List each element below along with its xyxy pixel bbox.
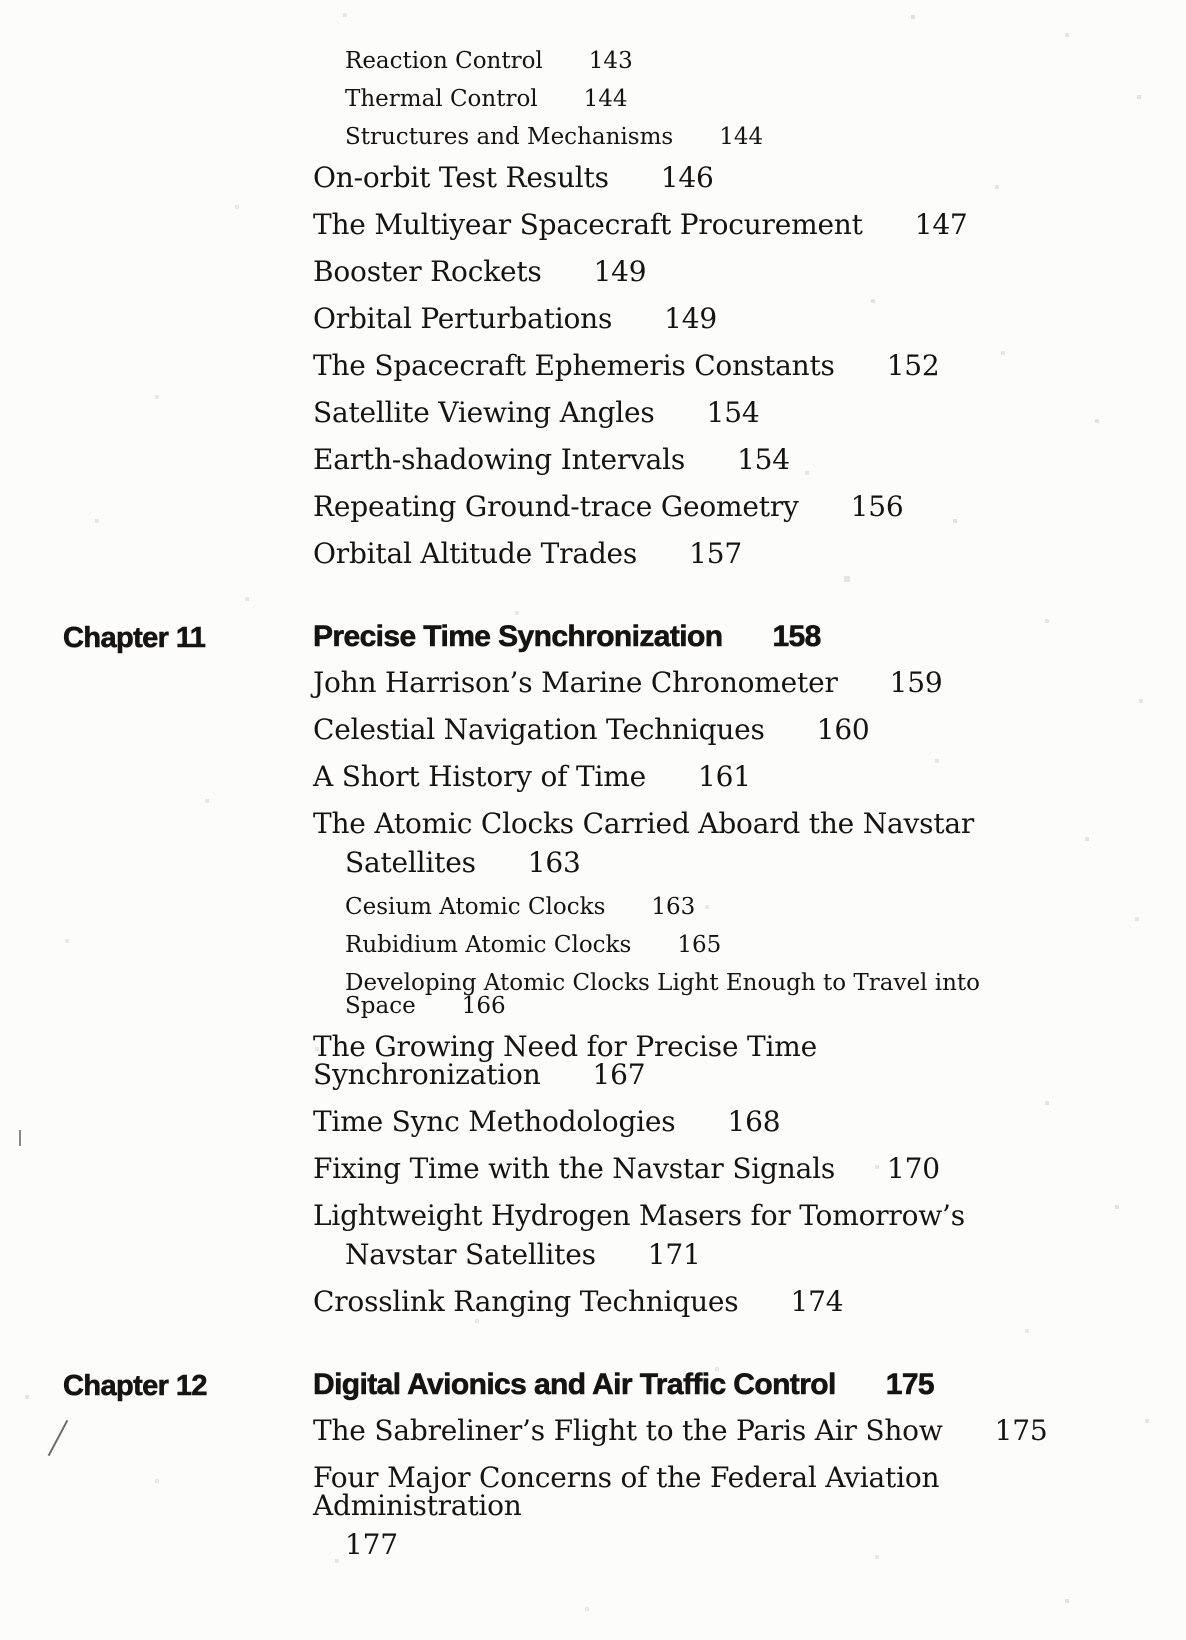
toc-entry <box>313 161 1146 194</box>
toc-entry-page: 163 <box>527 846 581 879</box>
toc-entry <box>313 1199 1146 1271</box>
chapter-label: Chapter 11 <box>63 622 206 654</box>
toc-entry <box>313 666 1146 699</box>
toc-entry <box>313 1461 1146 1561</box>
toc-entry-text: A Short History of Time <box>313 760 646 793</box>
toc-entry-text: Satellite Viewing Angles <box>313 396 655 429</box>
toc-entry-text: Crosslink Ranging Techniques <box>313 1285 739 1318</box>
toc-entry-text: Cesium Atomic Clocks <box>345 894 606 920</box>
toc-entry-text: Repeating Ground-trace Geometry <box>313 490 799 523</box>
chapter-page: 158 <box>772 620 821 653</box>
toc-entry <box>345 896 1146 919</box>
toc-entry-text: Rubidium Atomic Clocks <box>345 932 632 958</box>
toc-entry-text: Booster Rockets <box>313 255 542 288</box>
toc-entry <box>313 713 1146 746</box>
toc-entry <box>313 443 1146 476</box>
toc-entry-text: John Harrison’s Marine Chronometer <box>313 666 838 699</box>
toc-entry <box>345 972 1146 1018</box>
toc-entry-line1 <box>313 807 1146 840</box>
toc-entry-text: Time Sync Methodologies <box>313 1105 676 1138</box>
toc-entry-line1 <box>313 1461 1146 1522</box>
toc-entry <box>345 934 1146 957</box>
toc-entry-page: 149 <box>593 255 647 288</box>
toc-entry <box>313 255 1146 288</box>
toc-entry <box>313 349 1146 382</box>
toc-entry-text-continued: Satellites <box>345 846 476 879</box>
toc-entry <box>313 1030 1146 1091</box>
toc-entry <box>313 1414 1146 1447</box>
toc-entry-page: 163 <box>651 894 696 920</box>
toc-entry-text: Orbital Altitude Trades <box>313 537 638 570</box>
toc-entry <box>313 760 1146 793</box>
toc-entry <box>313 302 1146 335</box>
chapter-page: 175 <box>885 1368 934 1401</box>
toc-entry-page: 156 <box>850 490 904 523</box>
chapter-label: Chapter 12 <box>63 1370 207 1402</box>
chapter-heading <box>63 620 1146 654</box>
toc-entry-page: 167 <box>592 1058 646 1091</box>
toc-entry-text: The Spacecraft Ephemeris Constants <box>313 349 835 382</box>
toc-entry-page: 175 <box>994 1414 1048 1447</box>
toc-entry-text: The Sabreliner’s Flight to the Paris Air Show <box>313 1414 943 1447</box>
toc-entry-line2 <box>345 1238 1146 1271</box>
toc-entry-text: Fixing Time with the Navstar Signals <box>313 1152 836 1185</box>
toc-entry <box>345 126 1146 149</box>
toc-entry-page: 168 <box>727 1105 781 1138</box>
toc-entry-text: Earth-shadowing Intervals <box>313 443 686 476</box>
toc-entry-text: Thermal Control <box>345 86 538 112</box>
chapter-heading <box>63 1368 1146 1402</box>
toc-entry-text: Lightweight Hydrogen Masers for Tomorrow’s <box>313 1199 965 1232</box>
toc-entry-page: 159 <box>889 666 943 699</box>
scan-margin-tick-artifact <box>19 1130 21 1146</box>
toc-entry-line2 <box>345 846 1146 879</box>
toc-entry-page: 146 <box>660 161 714 194</box>
toc-entry-page: 154 <box>737 443 790 476</box>
toc-entry-page: 147 <box>914 208 968 241</box>
toc-entry-page: 144 <box>719 124 764 150</box>
toc-entry-text: Celestial Navigation Techniques <box>313 713 765 746</box>
scan-noise-speckles <box>0 0 2 2</box>
toc-entry <box>313 490 1146 523</box>
toc-entry <box>313 1152 1146 1185</box>
toc-entry <box>313 537 1146 570</box>
toc-entry-text-continued: Navstar Satellites <box>345 1238 596 1271</box>
toc-entry-text: The Multiyear Spacecraft Procurement <box>313 208 863 241</box>
toc-entry-page: 152 <box>886 349 940 382</box>
toc-entry-page: 154 <box>706 396 760 429</box>
toc-entry-line2 <box>345 1528 1146 1561</box>
toc-entry-page: 166 <box>461 993 506 1019</box>
toc-entry <box>313 208 1146 241</box>
toc-entry-text: The Atomic Clocks Carried Aboard the Navstar <box>313 807 975 840</box>
toc-entry-text: Structures and Mechanisms <box>345 124 674 150</box>
toc-entry-text: Four Major Concerns of the Federal Aviation Administration <box>313 1461 940 1522</box>
toc-entry-page: 174 <box>790 1285 844 1318</box>
toc-entry-text: On-orbit Test Results <box>313 161 609 194</box>
toc-entry-line1 <box>313 1199 1146 1232</box>
toc-entry-text: Orbital Perturbations <box>313 302 613 335</box>
toc-entry <box>313 396 1146 429</box>
toc-entry-page: 161 <box>697 760 751 793</box>
toc-entry-text: The Growing Need for Precise Time Synchronization <box>313 1030 817 1091</box>
toc-entry-page: 171 <box>647 1238 701 1271</box>
toc-entry-page: 144 <box>583 86 628 112</box>
toc-entry <box>313 1105 1146 1138</box>
toc-entry <box>345 50 1146 73</box>
toc-entry-page: 157 <box>689 537 742 570</box>
chapter-title: Precise Time Synchronization <box>313 620 723 653</box>
toc-entry <box>313 807 1146 879</box>
toc-entry-page: 177 <box>345 1528 398 1561</box>
toc-entry-page: 170 <box>887 1152 940 1185</box>
chapter-title: Digital Avionics and Air Traffic Control <box>313 1368 836 1401</box>
toc-entry-page: 160 <box>816 713 870 746</box>
toc-entry-page: 165 <box>677 932 722 958</box>
toc-entry-text: Developing Atomic Clocks Light Enough to Travel into Space <box>345 970 980 1019</box>
toc-entry-page: 149 <box>664 302 717 335</box>
toc-entry <box>313 1285 1146 1318</box>
toc-entry-text: Reaction Control <box>345 48 543 74</box>
toc-entry <box>345 88 1146 111</box>
toc-entry-page: 143 <box>588 48 633 74</box>
